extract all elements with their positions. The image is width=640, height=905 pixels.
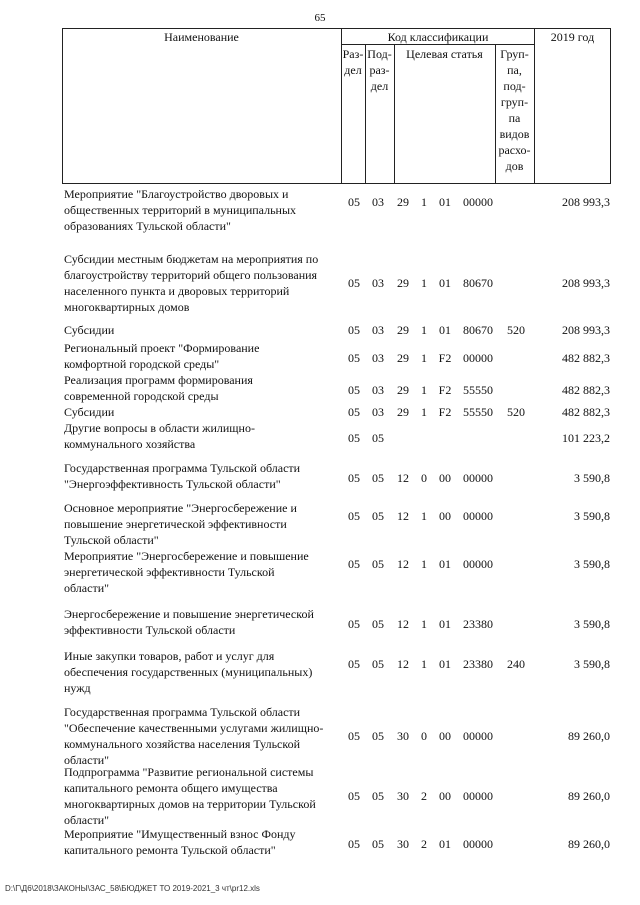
row-razdel: 05	[348, 729, 360, 743]
row-podrazdel: 05	[372, 657, 384, 671]
header-name: Наименование	[164, 30, 239, 44]
row-subprogram: 2	[421, 837, 427, 851]
row-expense-type: 240	[507, 657, 525, 671]
row-name-line: многоквартирных домов на территории Тульской	[64, 797, 316, 811]
row-sum: 89 260,0	[568, 789, 610, 803]
row-subprogram: 0	[421, 471, 427, 485]
header-razdel	[341, 46, 365, 78]
row-program: 29	[397, 276, 409, 290]
row-name-line: Другие вопросы в области жилищно-	[64, 421, 255, 435]
row-podrazdel: 05	[372, 789, 384, 803]
row-razdel: 05	[348, 617, 360, 631]
row-razdel: 05	[348, 323, 360, 337]
row-name-line: Реализация программ формирования	[64, 373, 253, 387]
header-group	[495, 46, 534, 174]
row-name-line: многоквартирных домов	[64, 300, 190, 314]
row-sum: 482 882,3	[562, 383, 610, 397]
row-direction: 00000	[463, 471, 493, 485]
row-name-line: комфортной городской среды"	[64, 357, 220, 371]
header-group-line: Груп-	[500, 47, 529, 61]
row-name-line: Мероприятие "Имущественный взнос Фонду	[64, 827, 296, 841]
row-main-activity: 00	[439, 471, 451, 485]
row-podrazdel: 03	[372, 405, 384, 419]
header-right-border	[610, 28, 611, 184]
table-row	[62, 404, 611, 420]
row-main-activity: 01	[439, 276, 451, 290]
classification-underline	[341, 44, 535, 45]
row-name	[64, 251, 346, 315]
row-name-line: Иные закупки товаров, работ и услуг для	[64, 649, 275, 663]
row-razdel: 05	[348, 657, 360, 671]
row-sum: 3 590,8	[574, 557, 610, 571]
row-razdel: 05	[348, 471, 360, 485]
row-program: 29	[397, 195, 409, 209]
row-subprogram: 1	[421, 323, 427, 337]
row-podrazdel: 05	[372, 617, 384, 631]
row-name-line: образованиях Тульской области"	[64, 219, 231, 233]
header-top-border	[62, 28, 611, 29]
row-program: 12	[397, 557, 409, 571]
row-name-line: нужд	[64, 681, 91, 695]
row-main-activity: 00	[439, 789, 451, 803]
row-razdel: 05	[348, 195, 360, 209]
row-podrazdel: 05	[372, 557, 384, 571]
row-main-activity: 01	[439, 323, 451, 337]
row-subprogram: 1	[421, 276, 427, 290]
header-podrazdel-line: дел	[370, 79, 389, 93]
row-name-line: Субсидии местным бюджетам на мероприятия по	[64, 252, 319, 266]
row-subprogram: 1	[421, 557, 427, 571]
table-row	[62, 764, 611, 828]
row-main-activity: 00	[439, 729, 451, 743]
row-podrazdel: 03	[372, 195, 384, 209]
row-name-line: Энергосбережение и повышение энергетической	[64, 607, 314, 621]
row-main-activity: 01	[439, 657, 451, 671]
row-name	[64, 764, 346, 828]
row-direction: 80670	[463, 276, 493, 290]
row-subprogram: 1	[421, 657, 427, 671]
row-main-activity: 00	[439, 509, 451, 523]
row-podrazdel: 05	[372, 431, 384, 445]
row-direction: 00000	[463, 837, 493, 851]
row-subprogram: 1	[421, 195, 427, 209]
table-row	[62, 322, 611, 338]
row-sum: 3 590,8	[574, 509, 610, 523]
row-razdel: 05	[348, 405, 360, 419]
row-name-line: "Обеспечение качественными услугами жилищно-	[64, 721, 324, 735]
table-row	[62, 500, 611, 548]
row-program: 30	[397, 729, 409, 743]
table-row	[62, 251, 611, 315]
row-program: 30	[397, 837, 409, 851]
row-name-line: общественных территорий в муниципальных	[64, 203, 297, 217]
row-direction: 55550	[463, 383, 493, 397]
header-razdel-line: дел	[344, 63, 362, 77]
header-group-line: дов	[505, 159, 524, 173]
row-name	[64, 606, 346, 638]
table-row	[62, 548, 611, 596]
row-name-line: Подпрограмма "Развитие региональной системы	[64, 765, 314, 779]
row-subprogram: 2	[421, 789, 427, 803]
row-name-line: энергетической эффективности Тульской	[64, 565, 275, 579]
row-name-line: благоустройству территорий общего пользования	[64, 268, 318, 282]
row-main-activity: F2	[438, 405, 452, 419]
row-podrazdel: 05	[372, 471, 384, 485]
row-sum: 3 590,8	[574, 657, 610, 671]
row-razdel: 05	[348, 351, 360, 365]
row-sum: 89 260,0	[568, 837, 610, 851]
row-main-activity: 01	[439, 195, 451, 209]
row-name-line: Основное мероприятие "Энергосбережение и	[64, 501, 297, 515]
row-razdel: 05	[348, 509, 360, 523]
row-direction: 55550	[463, 405, 493, 419]
row-program: 29	[397, 323, 409, 337]
row-subprogram: 1	[421, 351, 427, 365]
row-main-activity: F2	[438, 351, 452, 365]
row-name	[64, 648, 346, 696]
row-direction: 00000	[463, 789, 493, 803]
row-razdel: 05	[348, 557, 360, 571]
header-target: Целевая статья	[406, 47, 483, 61]
header-group-line: расхо-	[498, 143, 531, 157]
row-name-line: области"	[64, 813, 110, 827]
row-podrazdel: 03	[372, 323, 384, 337]
row-sum: 101 223,2	[562, 431, 610, 445]
row-main-activity: 01	[439, 557, 451, 571]
header-podrazdel	[365, 46, 394, 94]
row-program: 12	[397, 509, 409, 523]
row-name-line: "Энергоэффективность Тульской области"	[64, 477, 281, 491]
row-expense-type: 520	[507, 405, 525, 419]
row-direction: 00000	[463, 509, 493, 523]
row-name	[64, 372, 346, 404]
row-name	[64, 322, 346, 338]
row-main-activity: 01	[439, 837, 451, 851]
row-name-line: повышение энергетической эффективности	[64, 517, 287, 531]
row-sum: 89 260,0	[568, 729, 610, 743]
row-program: 30	[397, 789, 409, 803]
row-name-line: капитального ремонта общего имущества	[64, 781, 278, 795]
row-razdel: 05	[348, 837, 360, 851]
row-name-line: коммунального хозяйства	[64, 437, 196, 451]
divider-podrazdel	[394, 44, 395, 184]
row-razdel: 05	[348, 383, 360, 397]
page-number: 65	[314, 12, 326, 24]
row-subprogram: 1	[421, 405, 427, 419]
header-group-line: под-	[503, 79, 526, 93]
row-name	[64, 460, 346, 492]
row-sum: 208 993,3	[562, 323, 610, 337]
row-name-line: Государственная программа Тульской области	[64, 461, 301, 475]
row-main-activity: F2	[438, 383, 452, 397]
row-subprogram: 1	[421, 617, 427, 631]
row-name	[64, 340, 346, 372]
row-podrazdel: 05	[372, 729, 384, 743]
header-group-line: па	[508, 111, 521, 125]
row-direction: 23380	[463, 657, 493, 671]
row-name-line: Субсидии	[64, 405, 115, 419]
row-name	[64, 500, 346, 548]
row-direction: 00000	[463, 351, 493, 365]
header-podrazdel-line: раз-	[369, 63, 390, 77]
row-program: 12	[397, 617, 409, 631]
header-podrazdel-line: Под-	[367, 47, 392, 61]
header-group-line: видов	[499, 127, 530, 141]
row-podrazdel: 03	[372, 276, 384, 290]
header-group-line: груп-	[500, 95, 529, 109]
row-direction: 00000	[463, 729, 493, 743]
table-row	[62, 420, 611, 452]
table-row	[62, 340, 611, 372]
header-razdel-line: Раз-	[342, 47, 364, 61]
row-razdel: 05	[348, 789, 360, 803]
row-direction: 23380	[463, 617, 493, 631]
row-sum: 3 590,8	[574, 471, 610, 485]
row-subprogram: 1	[421, 509, 427, 523]
row-sum: 208 993,3	[562, 195, 610, 209]
row-name-line: населенного пункта и дворовых территорий	[64, 284, 290, 298]
row-direction: 00000	[463, 557, 493, 571]
row-name-line: Мероприятие "Энергосбережение и повышение	[64, 549, 309, 563]
row-razdel: 05	[348, 431, 360, 445]
row-podrazdel: 05	[372, 509, 384, 523]
header-bottom-border	[62, 183, 611, 184]
row-name-line: Государственная программа Тульской области	[64, 705, 301, 719]
table-row	[62, 826, 611, 858]
row-direction: 00000	[463, 195, 493, 209]
row-razdel: 05	[348, 276, 360, 290]
row-name-line: эффективности Тульской области	[64, 623, 236, 637]
row-main-activity: 01	[439, 617, 451, 631]
row-name	[64, 420, 346, 452]
row-name-line: области"	[64, 753, 110, 767]
table-header	[62, 28, 611, 184]
row-program: 12	[397, 471, 409, 485]
row-sum: 3 590,8	[574, 617, 610, 631]
table-row	[62, 460, 611, 492]
row-program: 29	[397, 383, 409, 397]
file-path: D:\Г\Д6\2018\ЗАКОНЫ\ЗАС_58\БЮДЖЕТ ТО 2019-2021_3 чт\pr12.xls	[5, 884, 260, 893]
row-program: 29	[397, 405, 409, 419]
row-name-line: капитального ремонта Тульской области"	[64, 843, 276, 857]
row-expense-type: 520	[507, 323, 525, 337]
row-program: 29	[397, 351, 409, 365]
table-row	[62, 186, 611, 234]
row-name-line: коммунального хозяйства населения Тульской	[64, 737, 301, 751]
table-row	[62, 648, 611, 696]
row-program: 12	[397, 657, 409, 671]
row-name	[64, 704, 346, 768]
table-row	[62, 372, 611, 404]
row-sum: 482 882,3	[562, 405, 610, 419]
row-name-line: Тульской области"	[64, 533, 159, 547]
row-name	[64, 404, 346, 420]
row-name-line: современной городской среды	[64, 389, 219, 403]
row-podrazdel: 03	[372, 351, 384, 365]
row-name	[64, 548, 346, 596]
header-group-line: па,	[507, 63, 522, 77]
header-year: 2019 год	[550, 30, 595, 44]
row-name-line: Субсидии	[64, 323, 115, 337]
row-direction: 80670	[463, 323, 493, 337]
header-left-border	[62, 28, 63, 184]
row-subprogram: 1	[421, 383, 427, 397]
row-sum: 482 882,3	[562, 351, 610, 365]
header-classification: Код классификации	[387, 30, 489, 44]
row-name	[64, 186, 346, 234]
row-sum: 208 993,3	[562, 276, 610, 290]
row-name-line: Региональный проект "Формирование	[64, 341, 260, 355]
row-name-line: обеспечения государственных (муниципальных)	[64, 665, 313, 679]
row-podrazdel: 03	[372, 383, 384, 397]
row-name-line: Мероприятие "Благоустройство дворовых и	[64, 187, 289, 201]
row-podrazdel: 05	[372, 837, 384, 851]
table-row	[62, 606, 611, 638]
row-name	[64, 826, 346, 858]
divider-year	[534, 28, 535, 184]
row-subprogram: 0	[421, 729, 427, 743]
table-row	[62, 704, 611, 768]
row-name-line: области"	[64, 581, 110, 595]
